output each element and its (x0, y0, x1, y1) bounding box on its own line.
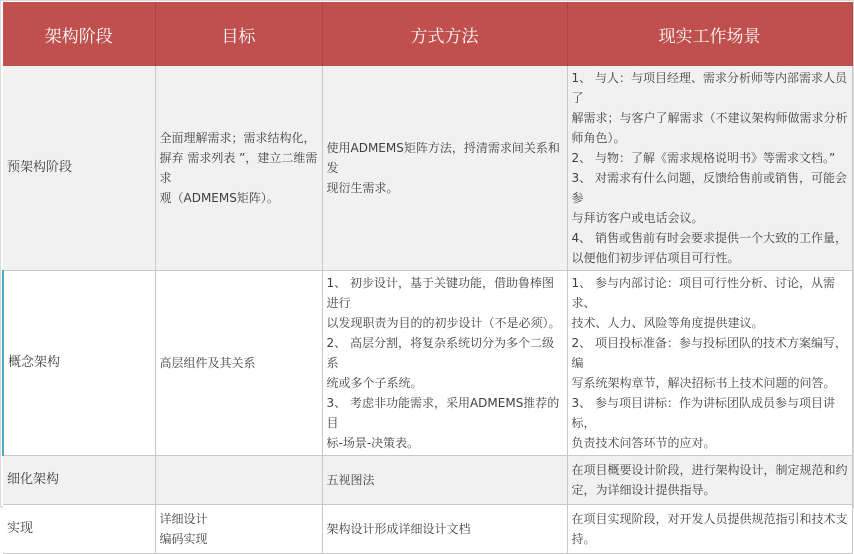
goal-line: 观（ADMEMS矩阵）。 (159, 191, 279, 205)
scene-line: 与拜访客户或电话会议。 (571, 211, 704, 225)
goal-line: 高层组件及其关系 (159, 356, 256, 370)
method-line: 2、 高层分割，将复杂系统切分为多个二级系 (326, 336, 554, 370)
scene-cell (567, 66, 852, 271)
goal-cell (155, 456, 322, 505)
table-row (3, 271, 852, 456)
scene-line: 解需求；与客户了解需求（不建议架构师做需求分析 (571, 111, 848, 125)
scene-line: 以便他们初步评估项目可行性。 (571, 251, 740, 265)
stage-cell: 细化架构 (3, 456, 155, 505)
scene-line: 4、 销售或售前有时会要求提供一个大致的工作量， (571, 231, 847, 245)
method-line: 3、 考虑非功能需求，采用ADMEMS推荐的目 (326, 396, 560, 430)
scene-line: 3、 参与项目讲标：作为讲标团队成员参与项目讲标， (571, 396, 835, 430)
goal-line: 全面理解需求；需求结构化， (159, 131, 316, 145)
method-cell (322, 505, 567, 554)
method-cell (322, 271, 567, 456)
header-row (3, 2, 852, 66)
method-line: 统或多个子系统。 (326, 376, 423, 390)
stage-cell: 概念架构 (3, 271, 155, 456)
table-row (3, 456, 852, 505)
goal-line: 摒弃 需求列表 ”，建立二维需求 (159, 151, 318, 185)
header-scene: 现实工作场景 (567, 2, 852, 66)
scene-line: 技术、人力、风险等角度提供建议。 (571, 316, 764, 330)
goal-cell (155, 66, 322, 271)
stage-cell: 实现 (3, 505, 155, 554)
scene-line: 2、 与物：了解《需求规格说明书》等需求文档。” (571, 151, 836, 165)
table-row (3, 66, 852, 271)
goal-line: 编码实现 (159, 532, 208, 546)
method-line: 标-场景-决策表。 (326, 436, 420, 450)
scene-line: 师角色）。 (571, 131, 626, 145)
scene-line: 2、 项目投标准备：参与投标团队的技术方案编写，编 (571, 336, 847, 370)
method-line: 架构设计形成详细设计文档 (326, 522, 471, 536)
header-goal: 目标 (155, 2, 322, 66)
scene-line: 3、 对需求有什么问题，反馈给售前或销售，可能会参 (571, 171, 847, 205)
architecture-stages-table (2, 2, 853, 554)
scene-line: 持。 (571, 532, 596, 546)
scene-line: 1、 与人：与项目经理、需求分析师等内部需求人员了 (571, 71, 847, 105)
header-method: 方式方法 (322, 2, 567, 66)
method-cell (322, 456, 567, 505)
scene-cell (567, 456, 852, 505)
goal-line: 详细设计 (159, 512, 208, 526)
method-line: 使用ADMEMS矩阵方法，捋清需求间关系和发 (326, 141, 560, 175)
stage-cell: 预架构阶段 (3, 66, 155, 271)
scene-line: 负责技术问答环节的应对。 (571, 436, 716, 450)
scene-line: 写系统架构章节，解决招标书上技术问题的问答。 (571, 376, 836, 390)
goal-cell (155, 505, 322, 554)
scene-cell (567, 271, 852, 456)
header-stage: 架构阶段 (3, 2, 155, 66)
method-line: 现衍生需求。 (326, 181, 399, 195)
method-cell (322, 66, 567, 271)
table-row (3, 505, 852, 554)
scene-line: 在项目实现阶段，对开发人员提供规范指引和技术支 (571, 512, 848, 526)
scene-cell (567, 505, 852, 554)
scene-line: 定，为详细设计提供指导。 (571, 483, 716, 497)
method-line: 以发现职责为目的的初步设计（不是必须）。 (326, 316, 561, 330)
goal-cell (155, 271, 322, 456)
scene-line: 1、 参与内部讨论：项目可行性分析、讨论，从需求、 (571, 276, 835, 310)
method-line: 1、 初步设计，基于关键功能，借助鲁棒图进行 (326, 276, 554, 310)
scene-line: 在项目概要设计阶段，进行架构设计，制定规范和约 (571, 463, 848, 477)
method-line: 五视图法 (326, 473, 375, 487)
